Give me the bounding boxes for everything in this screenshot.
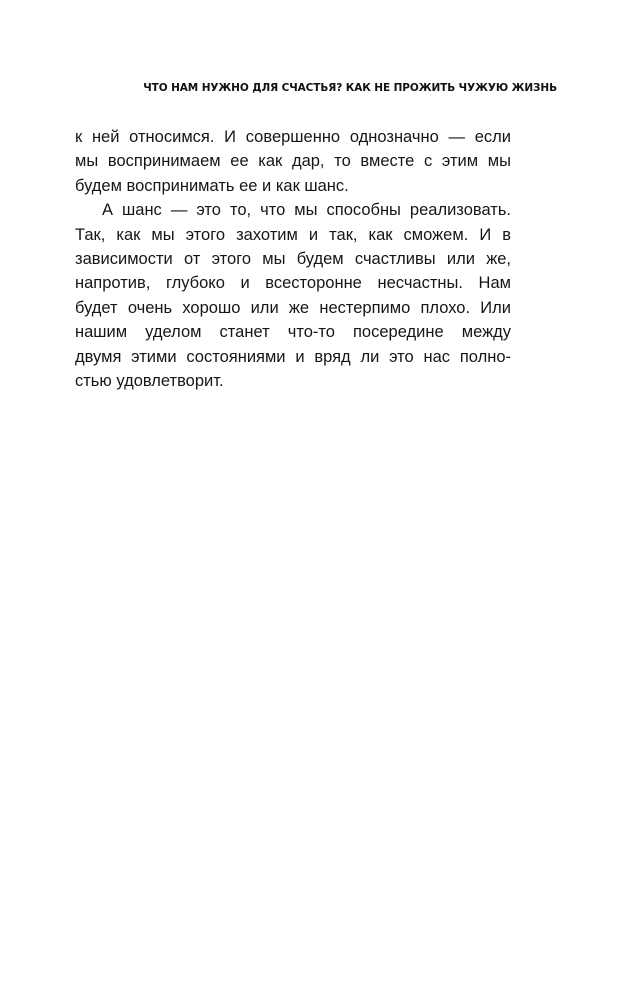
text-line: Так, как мы этого захотим и так, как сможем. И в (75, 225, 511, 244)
text-line: будем воспринимать ее и как шанс. (75, 176, 349, 195)
running-header: ЧТО НАМ НУЖНО ДЛЯ СЧАСТЬЯ? КАК НЕ ПРОЖИТЬ ЧУЖУЮ ЖИЗНЬ (143, 82, 557, 94)
text-line: А шанс — это то, что мы способны реализовать. (102, 201, 511, 220)
text-line: напротив, глубоко и всесторонне несчастны. Нам (75, 274, 511, 293)
text-line: двумя этими состояниями и вряд ли это нас полно- (75, 347, 511, 366)
text-line: к ней относимся. И совершенно однозначно — если (75, 128, 511, 146)
paragraph-2 (75, 198, 511, 393)
text-line: мы воспринимаем ее как дар, то вместе с этим мы (75, 152, 511, 171)
text-line: будет очень хорошо или же нестерпимо плохо. Или (75, 298, 511, 317)
text-line: нашим уделом станет что-то посередине между (75, 323, 511, 342)
paragraph-1 (75, 125, 511, 198)
text-line: стью удовлетворит. (75, 372, 224, 391)
body-text (75, 125, 511, 393)
text-line: зависимости от этого мы будем счастливы или же, (75, 250, 511, 269)
